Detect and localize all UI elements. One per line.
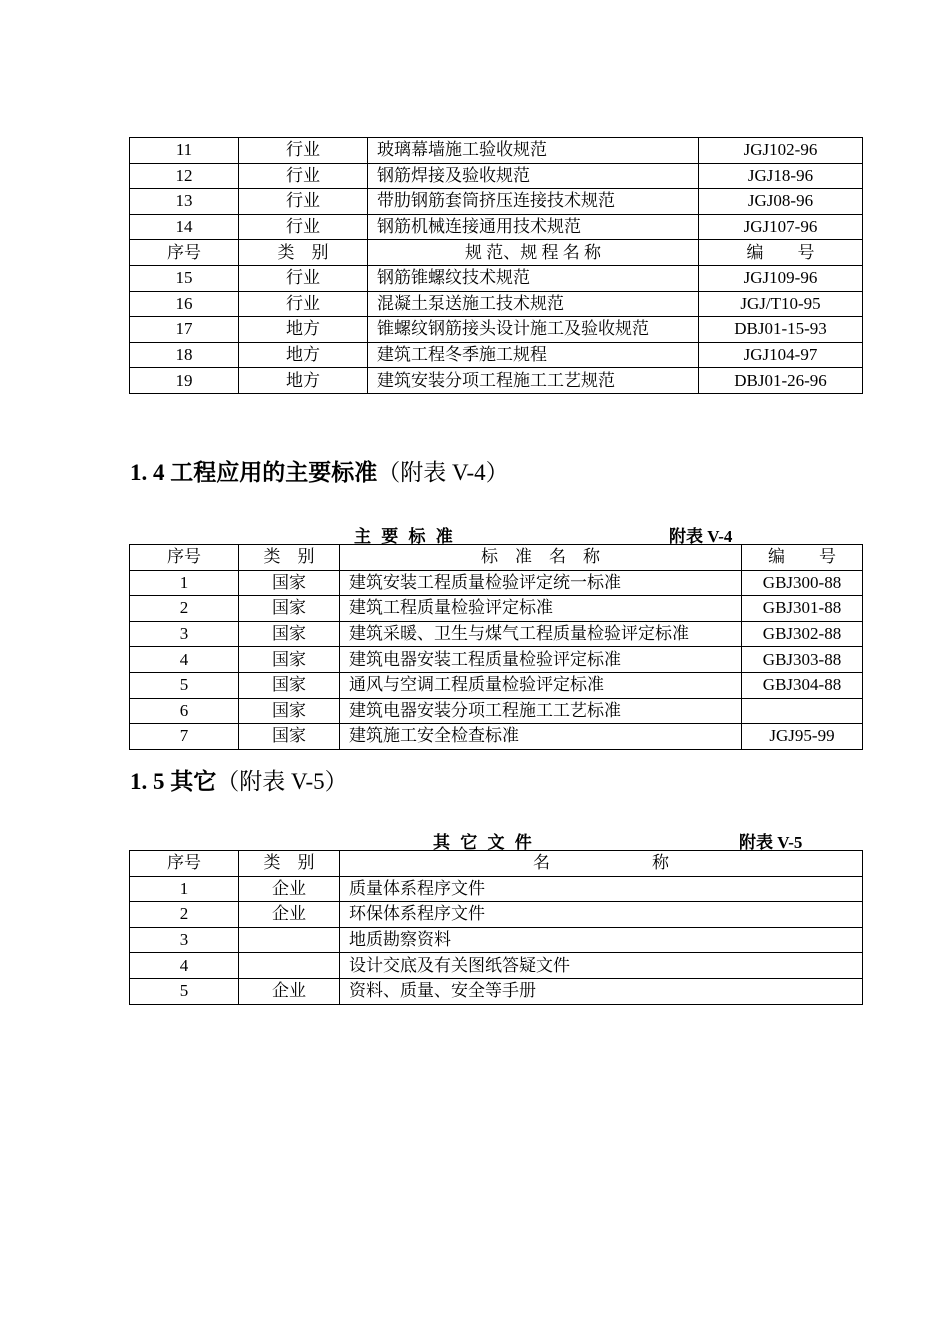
- cell-code: JGJ109-96: [699, 265, 863, 291]
- table-row: [130, 138, 863, 164]
- table-header-row: [130, 851, 863, 877]
- cell-type: 国家: [239, 596, 340, 622]
- cell-type: 行业: [239, 189, 368, 215]
- cell-name: 钢筋焊接及验收规范: [368, 163, 699, 189]
- cell-code: DBJ01-26-96: [699, 368, 863, 394]
- table-row: [130, 902, 863, 928]
- table-row: [130, 342, 863, 368]
- section-appendix-ref: （附表 V-5）: [216, 769, 348, 794]
- cell-type: 国家: [239, 570, 340, 596]
- standards-table-body: [130, 138, 863, 394]
- cell-name: 钢筋机械连接通用技术规范: [368, 214, 699, 240]
- other-documents-table-body: [130, 851, 863, 877]
- cell-code: GBJ302-88: [742, 621, 863, 647]
- cell-no: 2: [130, 596, 239, 622]
- other-documents-rows: [130, 876, 863, 1004]
- table-row: [130, 570, 863, 596]
- table-header-row: [130, 545, 863, 571]
- cell-name: 设计交底及有关图纸答疑文件: [340, 953, 863, 979]
- cell-type: 地方: [239, 317, 368, 343]
- cell-type: 国家: [239, 672, 340, 698]
- cell-code: GBJ303-88: [742, 647, 863, 673]
- cell-type: 企业: [239, 978, 340, 1004]
- table-row: [130, 214, 863, 240]
- cell-no: 3: [130, 927, 239, 953]
- cell-type: 行业: [239, 291, 368, 317]
- header-no: 序号: [130, 851, 239, 877]
- table-row: [130, 189, 863, 215]
- cell-name: 资料、质量、安全等手册: [340, 978, 863, 1004]
- cell-type: 国家: [239, 621, 340, 647]
- cell-no: 19: [130, 368, 239, 394]
- cell-no: 序号: [130, 240, 239, 266]
- cell-code: GBJ300-88: [742, 570, 863, 596]
- cell-no: 12: [130, 163, 239, 189]
- cell-name: 建筑安装工程质量检验评定统一标准: [340, 570, 742, 596]
- cell-name: 质量体系程序文件: [340, 876, 863, 902]
- cell-code: JGJ08-96: [699, 189, 863, 215]
- cell-no: 4: [130, 953, 239, 979]
- table-row: [130, 927, 863, 953]
- cell-name: 带肋钢筋套筒挤压连接技术规范: [368, 189, 699, 215]
- cell-type: 行业: [239, 138, 368, 164]
- section-title: 其它: [170, 769, 217, 794]
- cell-code: JGJ107-96: [699, 214, 863, 240]
- cell-name: 建筑采暖、卫生与煤气工程质量检验评定标准: [340, 621, 742, 647]
- cell-no: 7: [130, 724, 239, 750]
- cell-name: 建筑工程质量检验评定标准: [340, 596, 742, 622]
- cell-name: 地质勘察资料: [340, 927, 863, 953]
- cell-no: 13: [130, 189, 239, 215]
- cell-name: 通风与空调工程质量检验评定标准: [340, 672, 742, 698]
- cell-type: 国家: [239, 698, 340, 724]
- section-number: 1. 5: [130, 769, 165, 794]
- table-row: [130, 724, 863, 750]
- header-no: 序号: [130, 545, 239, 571]
- cell-no: 3: [130, 621, 239, 647]
- cell-code: DBJ01-15-93: [699, 317, 863, 343]
- table-row: [130, 647, 863, 673]
- cell-type: 行业: [239, 214, 368, 240]
- header-type: 类 别: [239, 851, 340, 877]
- cell-code: JGJ18-96: [699, 163, 863, 189]
- cell-name: 建筑施工安全检查标准: [340, 724, 742, 750]
- table-caption-title: 其 它 文 件: [433, 833, 535, 852]
- cell-code: JGJ/T10-95: [699, 291, 863, 317]
- cell-no: 18: [130, 342, 239, 368]
- table-caption-title: 主 要 标 准: [354, 527, 456, 546]
- cell-code: GBJ301-88: [742, 596, 863, 622]
- cell-type: 行业: [239, 163, 368, 189]
- cell-code: JGJ102-96: [699, 138, 863, 164]
- table-row: [130, 317, 863, 343]
- cell-code: 编 号: [699, 240, 863, 266]
- cell-no: 1: [130, 570, 239, 596]
- cell-type: [239, 927, 340, 953]
- cell-name: 玻璃幕墙施工验收规范: [368, 138, 699, 164]
- cell-code: JGJ104-97: [699, 342, 863, 368]
- cell-name: 建筑电器安装分项工程施工工艺标准: [340, 698, 742, 724]
- header-name: 标 准 名 称: [340, 545, 742, 571]
- other-documents-table: [129, 850, 863, 1005]
- table-header-row: [130, 240, 863, 266]
- table-row: [130, 876, 863, 902]
- cell-type: 类 别: [239, 240, 368, 266]
- header-type: 类 别: [239, 545, 340, 571]
- cell-no: 5: [130, 978, 239, 1004]
- main-standards-table-body: [130, 545, 863, 571]
- cell-type: 地方: [239, 368, 368, 394]
- cell-name: 建筑工程冬季施工规程: [368, 342, 699, 368]
- table-row: [130, 698, 863, 724]
- cell-type: 国家: [239, 724, 340, 750]
- cell-no: 16: [130, 291, 239, 317]
- section-1-5-heading: [130, 763, 348, 796]
- table-caption-appendix: 附表 V-4: [669, 527, 733, 546]
- main-standards-table: [129, 544, 863, 750]
- section-appendix-ref: （附表 V-4）: [377, 460, 509, 485]
- table-row: [130, 672, 863, 698]
- cell-type: [239, 953, 340, 979]
- cell-code: [742, 698, 863, 724]
- cell-type: 国家: [239, 647, 340, 673]
- table-caption-appendix: 附表 V-5: [739, 833, 803, 852]
- header-code: 编 号: [742, 545, 863, 571]
- cell-no: 11: [130, 138, 239, 164]
- table-row: [130, 163, 863, 189]
- table-row: [130, 265, 863, 291]
- cell-no: 17: [130, 317, 239, 343]
- table-row: [130, 291, 863, 317]
- section-1-4-heading: [130, 454, 509, 487]
- table-row: [130, 621, 863, 647]
- cell-no: 6: [130, 698, 239, 724]
- cell-type: 地方: [239, 342, 368, 368]
- table-row: [130, 978, 863, 1004]
- cell-name: 建筑安装分项工程施工工艺规范: [368, 368, 699, 394]
- cell-name: 规 范、规 程 名 称: [368, 240, 699, 266]
- table-row: [130, 596, 863, 622]
- cell-code: JGJ95-99: [742, 724, 863, 750]
- standards-table-continued: [129, 137, 863, 394]
- cell-name: 环保体系程序文件: [340, 902, 863, 928]
- cell-type: 企业: [239, 876, 340, 902]
- cell-name: 混凝土泵送施工技术规范: [368, 291, 699, 317]
- cell-name: 钢筋锥螺纹技术规范: [368, 265, 699, 291]
- cell-no: 15: [130, 265, 239, 291]
- table-row: [130, 368, 863, 394]
- cell-no: 4: [130, 647, 239, 673]
- cell-type: 企业: [239, 902, 340, 928]
- table-row: [130, 953, 863, 979]
- header-name: 名 称: [340, 851, 863, 877]
- cell-no: 5: [130, 672, 239, 698]
- cell-type: 行业: [239, 265, 368, 291]
- main-standards-rows: [130, 570, 863, 749]
- cell-name: 建筑电器安装工程质量检验评定标准: [340, 647, 742, 673]
- section-number: 1. 4: [130, 460, 165, 485]
- section-title: 工程应用的主要标准: [170, 460, 378, 485]
- cell-no: 14: [130, 214, 239, 240]
- cell-no: 2: [130, 902, 239, 928]
- cell-code: GBJ304-88: [742, 672, 863, 698]
- cell-name: 锥螺纹钢筋接头设计施工及验收规范: [368, 317, 699, 343]
- cell-no: 1: [130, 876, 239, 902]
